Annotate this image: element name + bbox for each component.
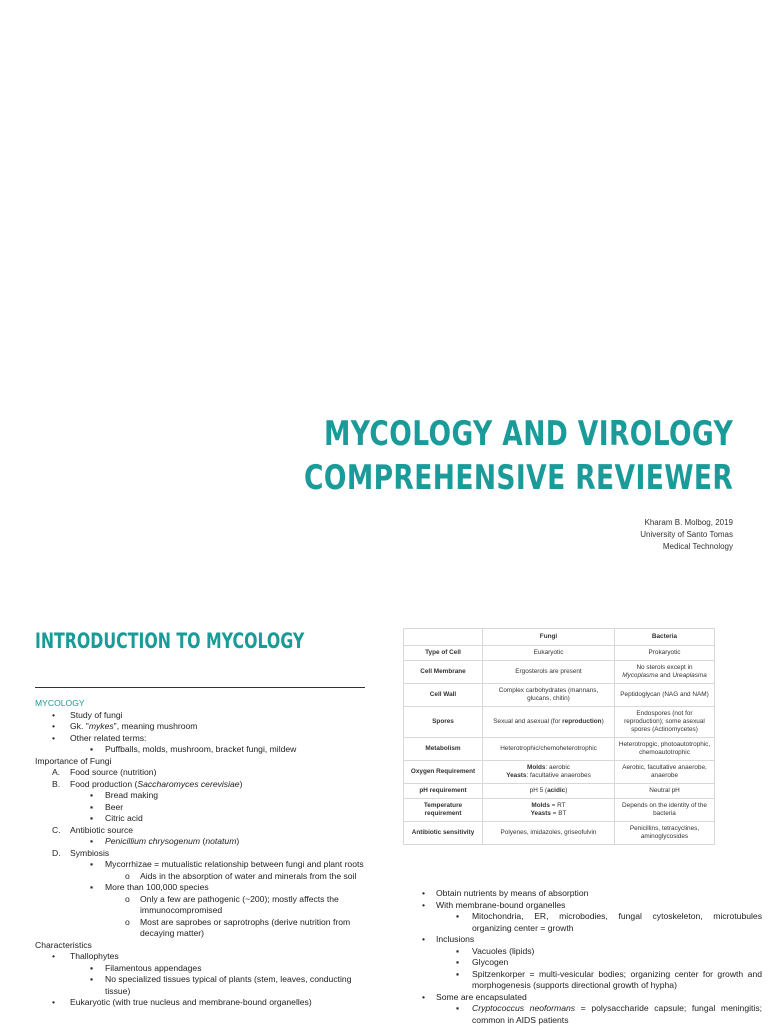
- list-item: D. Symbiosis: [52, 847, 110, 858]
- square-bullet-icon: ▪: [456, 1003, 460, 1013]
- list-item: o Aids in the absorption of water and minerals from the soil: [125, 870, 357, 881]
- square-bullet-icon: ▪: [456, 945, 460, 956]
- table-row: [404, 707, 715, 738]
- outline-right: [420, 888, 765, 1026]
- row-header: Oxygen Requirement: [404, 761, 483, 784]
- square-bullet-icon: ▪: [90, 974, 94, 984]
- list-item: ▪ Mycorrhizae = mutualistic relationship between fungi and plant roots: [90, 859, 364, 869]
- fungi-bacteria-table: [403, 628, 715, 845]
- table-cell: Depends on the identity of the bacteria: [615, 799, 715, 822]
- row-header: Antibiotic sensitivity: [404, 822, 483, 845]
- table-header: Fungi: [483, 629, 615, 646]
- list-item: ▪ No specialized tissues typical of plants (stem, leaves, conducting tissue): [90, 974, 352, 996]
- author-university: University of Santo Tomas: [640, 530, 733, 539]
- list-item: • Inclusions: [422, 934, 475, 944]
- author-program: Medical Technology: [662, 542, 733, 551]
- bullet-icon: •: [52, 951, 56, 961]
- circle-bullet-icon: o: [125, 916, 130, 927]
- bullet-icon: •: [422, 899, 426, 910]
- cover-title: [183, 412, 733, 500]
- section-divider: [35, 687, 365, 688]
- title-line-2: COMPREHENSIVE REVIEWER: [303, 458, 733, 498]
- list-item: ▪ Cryptococcus neoformans = polysaccharide capsule; fungal meningitis; common in AIDS patients: [456, 1003, 763, 1025]
- list-item: ▪ Puffballs, molds, mushroom, bracket fungi, mildew: [90, 744, 297, 754]
- list-item: ▪ Bread making: [90, 790, 159, 800]
- square-bullet-icon: ▪: [456, 957, 460, 967]
- list-item: • Obtain nutrients by means of absorption: [422, 888, 589, 898]
- table-cell: No sterols except in Mycoplasma and Ureaplasma: [615, 661, 715, 684]
- table-cell: Aerobic, facultative anaerobe, anaerobe: [615, 761, 715, 784]
- table-cell: Penicillins, tetracyclines, aminoglycosides: [615, 822, 715, 845]
- list-item: • With membrane-bound organelles: [422, 899, 566, 910]
- table-cell: Polyenes, imidazoles, griseofulvin: [483, 822, 615, 845]
- square-bullet-icon: ▪: [456, 968, 460, 979]
- list-item: C. Antibiotic source: [52, 824, 134, 835]
- author-name: Kharam B. Molbog, 2019: [644, 518, 733, 527]
- list-item: B. Food production (Saccharomyces cerevisiae): [52, 778, 243, 789]
- table-cell: Heterotrophic/chemoheterotrophic: [483, 738, 615, 761]
- table-cell: Prokaryotic: [615, 646, 715, 661]
- list-item: A. Food source (nutrition): [52, 767, 157, 777]
- list-item: ▪ Filamentous appendages: [90, 962, 202, 973]
- bullet-icon: •: [422, 934, 426, 944]
- mycology-heading: MYCOLOGY: [35, 698, 85, 708]
- circle-bullet-icon: o: [125, 893, 130, 904]
- square-bullet-icon: ▪: [90, 801, 94, 812]
- table-header: Bacteria: [615, 629, 715, 646]
- characteristics-heading: Characteristics: [35, 939, 92, 950]
- square-bullet-icon: ▪: [90, 790, 94, 800]
- table-cell: pH 5 (acidic): [483, 784, 615, 799]
- table-row: [404, 784, 715, 799]
- author-block: [640, 517, 733, 553]
- table-header: [404, 629, 483, 646]
- row-header: pH requirement: [404, 784, 483, 799]
- section-title: INTRODUCTION TO MYCOLOGY: [35, 629, 305, 653]
- bullet-icon: •: [422, 888, 426, 898]
- table-row: [404, 661, 715, 684]
- table-header-row: [404, 629, 715, 646]
- table-row: [404, 761, 715, 784]
- list-item: ▪ Beer: [90, 801, 124, 812]
- bullet-icon: •: [52, 721, 56, 731]
- table-cell: Peptidoglycan (NAG and NAM): [615, 684, 715, 707]
- bullet-icon: •: [52, 732, 56, 743]
- table-cell: Complex carbohydrates (mannans, glucans, chitin): [483, 684, 615, 707]
- bullet-icon: •: [422, 991, 426, 1002]
- row-header: Cell Membrane: [404, 661, 483, 684]
- outline-left: [35, 698, 367, 1009]
- square-bullet-icon: ▪: [90, 744, 94, 754]
- table-row: [404, 684, 715, 707]
- list-item: ▪ Spitzenkorper = multi-vesicular bodies; organizing center for growth and morphogenesis (supports directional growth of hypha): [456, 968, 762, 990]
- list-item: ▪ Glycogen: [456, 957, 509, 967]
- list-item: ▪ Vacuoles (lipids): [456, 945, 535, 956]
- row-header: Cell Wall: [404, 684, 483, 707]
- table-cell: Heterotropgic, photoautotrophic, chemoautotrophic: [615, 738, 715, 761]
- bullet-icon: •: [52, 997, 56, 1007]
- row-header: Metabolism: [404, 738, 483, 761]
- row-header: Spores: [404, 707, 483, 738]
- importance-heading: Importance of Fungi: [35, 755, 112, 766]
- table-row: [404, 646, 715, 661]
- bullet-icon: •: [52, 709, 56, 720]
- table-row: [404, 822, 715, 845]
- list-item: • Gk. "mykes", meaning mushroom: [52, 721, 198, 731]
- list-item: ▪ Citric acid: [90, 813, 143, 823]
- row-header: Type of Cell: [404, 646, 483, 661]
- square-bullet-icon: ▪: [90, 962, 94, 973]
- square-bullet-icon: ▪: [90, 859, 94, 869]
- square-bullet-icon: ▪: [90, 813, 94, 823]
- list-item: ▪ Penicillium chrysogenum (notatum): [90, 836, 240, 846]
- list-item: o Most are saprobes or saprotrophs (derive nutrition from decaying matter): [125, 916, 351, 938]
- list-item: • Eukaryotic (with true nucleus and membrane-bound organelles): [52, 997, 312, 1007]
- table-cell: Endospores (not for reproduction); some asexual spores (Actinomycetes): [615, 707, 715, 738]
- table-row: [404, 738, 715, 761]
- table-cell: Neutral pH: [615, 784, 715, 799]
- list-item: ▪ Mitochondria, ER, microbodies, fungal cytoskeleton, microtubules organizing center = growth: [456, 911, 762, 933]
- square-bullet-icon: ▪: [90, 882, 94, 892]
- list-item: o Only a few are pathogenic (~200); mostly affects the immunocompromised: [125, 893, 339, 915]
- list-item: • Some are encapsulated: [422, 991, 527, 1002]
- square-bullet-icon: ▪: [90, 836, 94, 846]
- square-bullet-icon: ▪: [456, 911, 460, 921]
- table-cell: Sexual and asexual (for reproduction): [483, 707, 615, 738]
- table-cell: Ergosterols are present: [483, 661, 615, 684]
- table-cell: Eukaryotic: [483, 646, 615, 661]
- row-header: Temperature requirement: [404, 799, 483, 822]
- title-line-1: MYCOLOGY AND VIROLOGY: [323, 414, 733, 454]
- table-row: [404, 799, 715, 822]
- table-cell: Molds = RT Yeasts = BT: [483, 799, 615, 822]
- list-item: ▪ More than 100,000 species: [90, 882, 209, 892]
- table-cell: Molds: aerobic Yeasts: facultative anaerobes: [483, 761, 615, 784]
- circle-bullet-icon: o: [125, 870, 130, 881]
- list-item: • Study of fungi: [52, 709, 123, 720]
- list-item: • Thallophytes: [52, 951, 119, 961]
- list-item: • Other related terms:: [52, 732, 147, 743]
